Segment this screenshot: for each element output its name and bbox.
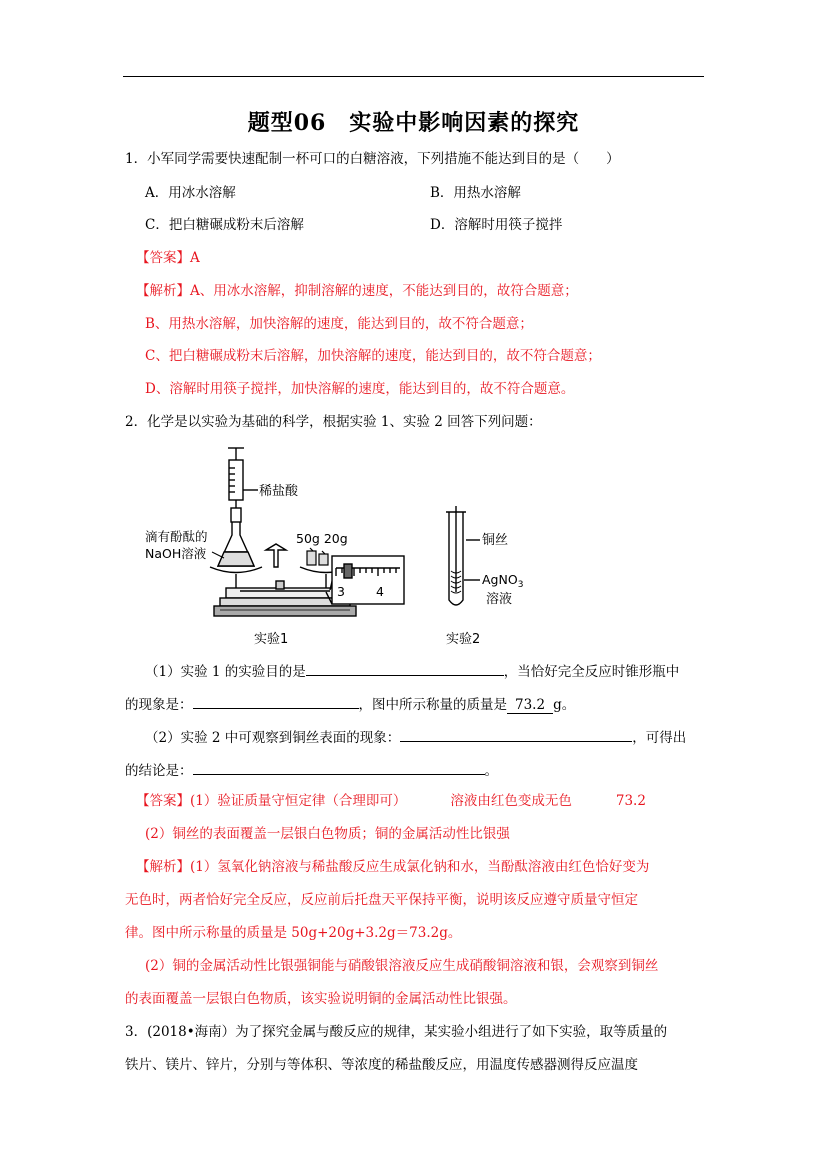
question-2-stem: 2．化学是以实验为基础的科学，根据实验 1、实验 2 回答下列问题： <box>125 414 542 430</box>
scale-mark-4: 4 <box>376 584 384 599</box>
question-1-option-d: D．溶解时用筷子搅拌 <box>430 217 563 233</box>
test-tube <box>446 506 480 605</box>
label-weights: 50g 20g <box>296 531 348 546</box>
blank-copper-observation[interactable] <box>400 727 632 742</box>
question-2-sub2-line1: （2）实验 2 中可观察到铜丝表面的现象： ，可得出 <box>145 727 686 747</box>
question-1-option-b: B．用热水溶解 <box>430 185 521 201</box>
label-copper-wire: 铜丝 <box>482 533 509 548</box>
header-rule <box>123 76 704 77</box>
question-2-sub1-line1: （1）实验 1 的实验目的是 ，当恰好完全反应时锥形瓶中 <box>145 661 679 681</box>
weights <box>307 548 328 565</box>
question-3-stem-line: 3．(2018•海南）为了探究金属与酸反应的规律，某实验小组进行了如下实验，取等质量的 <box>125 1024 668 1040</box>
question-2-analysis-line: 律。图中所示称量的质量是 50g+20g+3.2g＝73.2g。 <box>125 925 462 941</box>
question-2-analysis-line: (2）铜的金属活动性比银强铜能与硝酸银溶液反应生成硝酸铜溶液和银，会观察到铜丝 <box>145 958 659 974</box>
caption-experiment-2: 实验2 <box>446 632 481 647</box>
label-naoh-solution: NaOH溶液 <box>145 546 207 561</box>
question-1-analysis-line: B、用热水溶解，加快溶解的速度，能达到目的，故不符合题意； <box>145 316 533 332</box>
experiment-figure <box>140 440 540 650</box>
question-1-answer: 【答案】A <box>136 250 200 266</box>
question-2-answer-2: (2）铜丝的表面覆盖一层银白色物质；铜的金属活动性比银强 <box>145 826 510 842</box>
question-2-analysis-line: 【解析】(1）氢氧化钠溶液与稀盐酸反应生成氯化钠和水，当酚酞溶液由红色恰好变为 <box>136 859 650 875</box>
question-1-option-a: A．用冰水溶解 <box>145 185 236 201</box>
question-1-option-c: C．把白糖碾成粉末后溶解 <box>145 217 304 233</box>
question-1-analysis-line: C、把白糖碾成粉末后溶解，加快溶解的速度，能达到目的，故不符合题意； <box>145 348 601 364</box>
question-2-answer-1: 【答案】(1）验证质量守恒定律（合理即可） 溶液由红色变成无色 73.2 <box>136 793 646 809</box>
question-2-sub2-line2: 的结论是： 。 <box>125 760 498 780</box>
scale-mark-3: 3 <box>337 584 345 599</box>
question-1-stem: 1．小军同学需要快速配制一杯可口的白糖溶液，下列措施不能达到目的是（ ） <box>125 151 620 167</box>
label-dilute-hcl: 稀盐酸 <box>259 484 299 499</box>
question-3-stem-line: 铁片、镁片、锌片，分别与等体积、等浓度的稀盐酸反应，用温度传感器测得反应温度 <box>125 1057 638 1073</box>
label-agno3: AgNO$_3$ <box>482 572 524 590</box>
question-2-sub1-line2: 的现象是： ，图中所示称量的质量是 73.2 g。 <box>125 694 575 714</box>
blank-conclusion[interactable] <box>193 760 485 775</box>
question-2-analysis-line: 的表面覆盖一层银白色物质，该实验说明铜的金属活动性比银强。 <box>125 991 517 1007</box>
question-1-analysis-line: 【解析】A、用冰水溶解，抑制溶解的速度，不能达到目的，故符合题意； <box>136 283 578 299</box>
question-1-analysis-line: D、溶解时用筷子搅拌，加快溶解的速度，能达到目的，故不符合题意。 <box>145 381 575 397</box>
blank-mass-value[interactable]: 73.2 <box>507 697 553 714</box>
page-title: 题型06 实验中影响因素的探究 <box>247 110 580 136</box>
question-2-analysis-line: 无色时，两者恰好完全反应，反应前后托盘天平保持平衡，说明该反应遵守质量守恒定 <box>125 892 638 908</box>
blank-purpose[interactable] <box>306 661 504 676</box>
blank-phenomenon[interactable] <box>193 694 359 709</box>
label-phenolphthalein: 滴有酚酞的 <box>145 529 208 544</box>
label-solution: 溶液 <box>486 592 513 607</box>
caption-experiment-1: 实验1 <box>254 632 289 647</box>
